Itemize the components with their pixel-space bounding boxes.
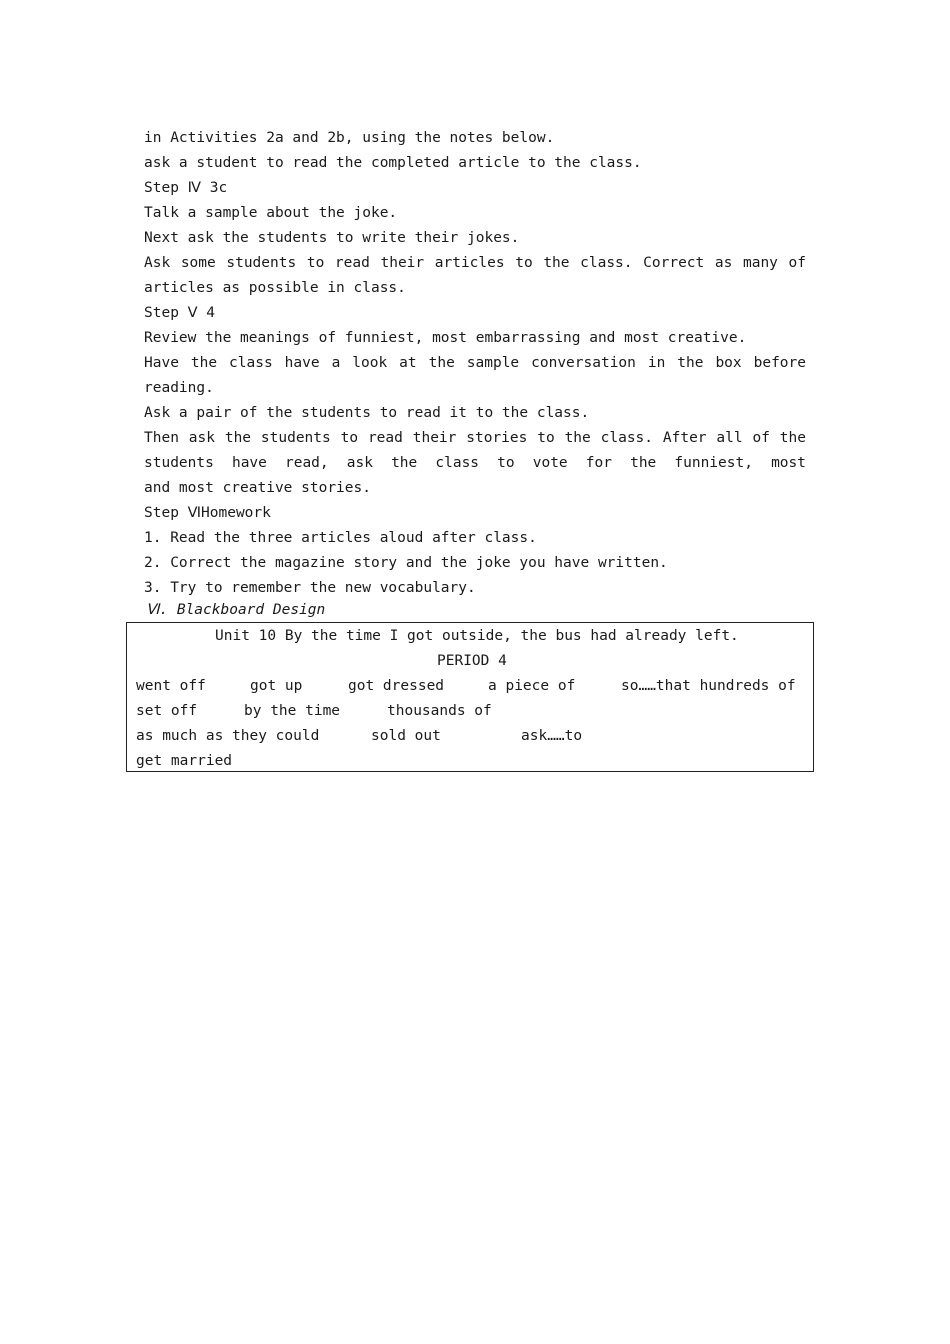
text-line: Next ask the students to write their jokes. <box>144 230 520 246</box>
blackboard-title: Unit 10 By the time I got outside, the bus had already left. <box>215 628 739 644</box>
phrase: went off <box>136 678 206 694</box>
text-line: Have the class have a look at the sample conversation in the box before <box>144 355 806 371</box>
text-line: ask a student to read the completed article to the class. <box>144 155 642 171</box>
text-line: and most creative stories. <box>144 480 371 496</box>
text-line: Ask some students to read their articles to the class. Correct as many of <box>144 255 806 271</box>
phrase: got up <box>250 678 303 694</box>
step-heading: Step Ⅳ 3c <box>144 180 228 196</box>
homework-item: 2. Correct the magazine story and the joke you have written. <box>144 555 668 571</box>
step-heading: Step Ⅴ 4 <box>144 305 216 321</box>
text-line: Then ask the students to read their stories to the class. After all of the <box>144 430 806 446</box>
text-line: Review the meanings of funniest, most embarrassing and most creative. <box>144 330 747 346</box>
text-line: Ask a pair of the students to read it to the class. <box>144 405 590 421</box>
phrase: thousands of <box>387 703 492 719</box>
phrase: by the time <box>244 703 341 719</box>
text-line: Talk a sample about the joke. <box>144 205 398 221</box>
blackboard-design-box <box>126 622 814 772</box>
blackboard-period: PERIOD 4 <box>437 653 507 669</box>
step-heading: Step ⅥHomework <box>144 505 271 521</box>
phrase: get married <box>136 753 233 769</box>
homework-item: 1. Read the three articles aloud after class. <box>144 530 537 546</box>
phrase: as much as they could <box>136 728 320 744</box>
phrase: got dressed <box>348 678 445 694</box>
section-heading: Ⅵ. Blackboard Design <box>146 602 326 618</box>
homework-item: 3. Try to remember the new vocabulary. <box>144 580 476 596</box>
text-line: reading. <box>144 380 214 396</box>
text-line: in Activities 2a and 2b, using the notes below. <box>144 130 555 146</box>
phrase: sold out <box>371 728 441 744</box>
phrase: so……that hundreds of <box>621 678 796 694</box>
text-line: articles as possible in class. <box>144 280 406 296</box>
lesson-plan-text <box>144 126 806 601</box>
phrase: ask……to <box>521 728 583 744</box>
text-line: students have read, ask the class to vote for the funniest, most <box>144 455 806 471</box>
phrase: set off <box>136 703 198 719</box>
phrase: a piece of <box>488 678 576 694</box>
